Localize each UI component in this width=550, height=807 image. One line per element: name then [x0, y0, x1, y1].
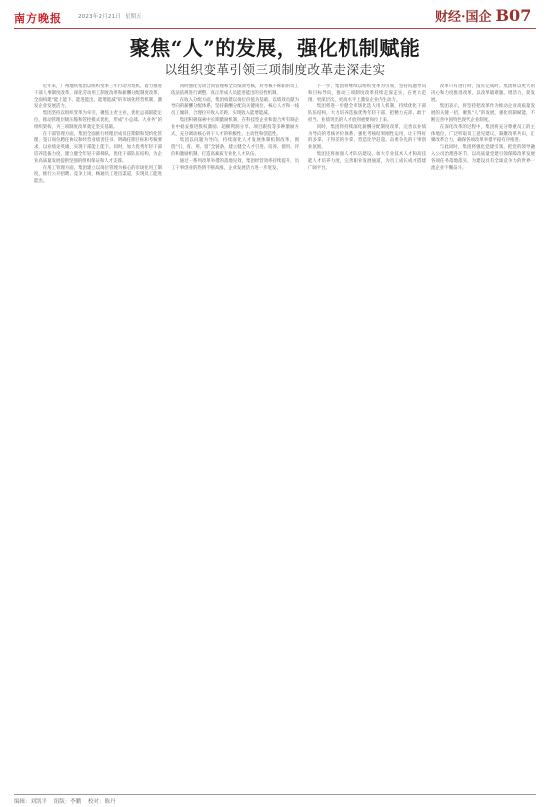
article-paragraph: 在干部管理方面，集团全面推行经理层成员任期制和契约化管理，签订岗位聘任协议和经营业绩责任书，明确任期目标和考核要求，以业绩论英雄，实现干部能上能下。同时，加大优秀年轻干部培养选拔力度，建立健全年轻干部梯队，优化干部队伍结构，为企业高质量发展提供坚强的组织保证和人才支撑。: [34, 131, 162, 164]
footer-rule: [14, 794, 536, 795]
article-paragraph: 集团表示，将坚持把改革作为推动企业高质量发展的关键一招，聚焦“人”的发展，强化机制赋能，不断完善中国特色现代企业制度。: [431, 104, 535, 123]
article-paragraph: 下一步，集团将继续以组织变革为引领，坚持问题导向和目标导向，推动三项制度改革持续走深走实，在更大范围、更深层次、更高水平上激发企业内生动力。: [308, 84, 426, 103]
article-column-4: [431, 84, 535, 414]
article-paragraph: 集团还将加强人才队伍建设，加大专业技术人才和高技能人才培养力度，完善职业发展通道，为员工成长成才搭建广阔平台。: [308, 151, 426, 171]
article-column-1: [34, 84, 162, 394]
section-name: 财经·国企: [435, 10, 492, 25]
footer-editor: 编辑：刘凯平: [14, 799, 48, 805]
article-column-3: [308, 84, 426, 364]
article-paragraph: 在收入分配方面，集团构建以岗位价值为基础、以绩效贡献为导向的薪酬分配体系，坚持薪酬分配向关键岗位、核心人才和一线员工倾斜，合理拉开收入差距，实现收入能增能减。: [171, 97, 299, 117]
article-paragraph: 集团以问题为导向，持续深化人才发展体制机制改革，围绕“引、育、用、留”全链条，建立健全人才引进、培养、使用、评价和激励机制，打造高素质专业化人才队伍。: [171, 138, 299, 157]
article-paragraph: 改革只有进行时，没有完成时。集团将以更大的决心和力度推进改革，以改革破难题、增活力、促发展。: [431, 84, 535, 103]
footer-proofreader: 校对：陈丹: [88, 799, 116, 805]
article-paragraph: 通过一系列改革举措的落地见效，集团经营效率持续提升，员工干事创业的热情不断高涨，企业发展活力进一步迸发。: [171, 158, 299, 171]
article-column-2: [171, 84, 299, 389]
page-footer: [14, 797, 121, 805]
header-rule: [14, 28, 536, 29]
article-paragraph: 集团积极探索中长期激励机制，在科技型企业和混合所有制企业中稳妥推进股权激励、超额利润分享、项目跟投等多种激励方式，充分调动核心骨干人才的积极性、主动性和创造性。: [171, 117, 299, 137]
article-paragraph: 与此同时，集团将强化党建引领，把党的领导融入公司治理各环节，以高质量党建引领保障改革发展各项任务落地落实，为建设具有全球竞争力的世界一流企业不懈奋斗。: [431, 145, 535, 171]
issue-date: 2023年2月21日: [78, 14, 121, 20]
article-paragraph: 集团坚持以组织变革为牵引，聚焦主责主业，优化总部职能定位，推动管理层级压缩和管控模式优化，形成“小总部、大业务”的组织架构，为三项制度改革奠定坚实基础。: [34, 111, 162, 130]
article-headline: 聚焦“人”的发展，强化机制赋能: [129, 36, 421, 60]
footer-designer: 组版：李鹏: [53, 799, 82, 805]
article-paragraph: 在用工管理方面，集团建立以岗位管理为核心的市场化用工制度，推行公开招聘、竞争上岗，畅通员工进出渠道，实现员工能进能出。: [34, 165, 162, 185]
article-paragraph: 近年来，广州地铁集团以组织变革三年行动为契机，着力推进干部人事制度改革，深化劳动用工制度改革和薪酬分配制度改革，全面构建“能上能下、能进能出、能增能减”的市场化经营机制，激发企业发展活力。: [34, 84, 162, 110]
article-subheadline: 以组织变革引领三项制度改革走深走实: [164, 62, 386, 77]
newspaper-masthead: 南方晚报: [14, 12, 62, 25]
page-header: [0, 0, 550, 28]
issue-weekday: 星期五: [125, 14, 142, 20]
article-paragraph: 同时强化劳动合同管理和全员绩效考核，对考核不称职的员工依法依规进行调整，真正形成人员能进能出的良性机制。: [171, 84, 299, 96]
article-paragraph: 在深化改革的过程中，集团将充分尊重员工的主体地位，广泛听取员工意见建议，凝聚改革共识，汇聚改革合力，确保各项改革举措平稳有序推进。: [431, 124, 535, 144]
page-number: B07: [495, 6, 532, 25]
article-paragraph: 集团将进一步健全市场化选人用人机制，持续优化干部队伍结构，大力培养选拔优秀年轻干部，把精力充沛、敢于担当、业绩突出的人才放到重要岗位上来。: [308, 104, 426, 123]
article-paragraph: 同时，集团将持续深化薪酬分配制度改革，完善以业绩为导向的考核评价体系，强化考核结果刚性运用，让干得好的多拿、干得差的少拿，营造比学赶超、奋勇争先的干事创业氛围。: [308, 124, 426, 151]
section-label: [435, 6, 531, 25]
